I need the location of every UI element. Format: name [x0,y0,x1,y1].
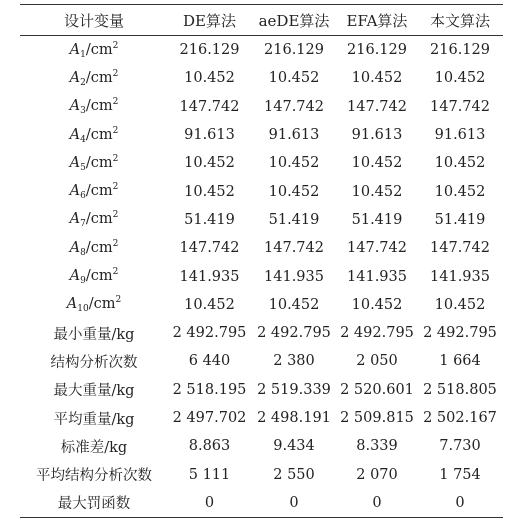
cell-value: 10.452 [184,183,235,200]
cell-value: 0 [455,494,465,511]
cell-value: 2 520.601 [340,381,414,398]
cell-value: 7.730 [439,438,481,455]
cell-value: 2 492.795 [257,325,331,342]
cell-value: 1 754 [439,466,481,483]
cell-value: 51.419 [184,211,235,228]
variable-subscript: 8 [80,247,86,258]
row-label: 结构分析次数 [50,354,138,371]
cell-value: 51.419 [351,211,403,228]
unit-exponent: 2 [112,125,119,136]
cell-value: 10.452 [351,155,403,172]
cell-value: 141.935 [347,268,407,285]
cell-value: 91.613 [184,127,235,144]
row-label [20,262,168,290]
variable-unit: /cm [85,183,113,200]
table-row [20,432,503,460]
cell-value: 10.452 [351,70,403,87]
variable-symbol: A [69,69,81,86]
header-de-algorithm: DE算法 [183,11,236,30]
unit-exponent: 2 [112,267,119,278]
cell-value: 2 550 [273,466,315,483]
cell-value: 147.742 [179,240,240,257]
variable-unit: /cm [85,268,113,285]
unit-exponent: 2 [112,210,119,221]
table-row [20,376,503,404]
variable-unit: /cm [85,98,113,115]
variable-subscript: 4 [80,134,86,145]
cell-value: 10.452 [268,183,320,200]
cell-value: 10.452 [268,70,320,87]
unit-exponent: 2 [112,40,119,51]
cell-value: 2 509.815 [340,410,414,426]
cell-value: 91.613 [268,127,320,144]
cell-value: 0 [372,494,382,511]
variable-subscript: 3 [80,106,86,117]
cell-value: 0 [204,494,215,511]
table-header [20,5,503,36]
variable-symbol: A [66,296,78,313]
unit-exponent: 2 [112,153,119,164]
cell-value: 2 380 [273,353,315,370]
variable-unit: /cm [85,41,113,58]
cell-value: 216.129 [430,42,490,59]
header-design-variable: 设计变量 [63,11,124,30]
table-row [20,319,503,347]
cell-value: 147.742 [347,98,407,115]
table-body [20,36,503,518]
table-row [20,64,503,92]
table-row [20,291,503,319]
variable-symbol: A [69,41,81,58]
cell-value: 10.452 [351,183,403,200]
row-label [20,64,168,92]
cell-value: 0 [289,494,299,511]
cell-value: 10.452 [268,155,320,172]
cell-value: 2 502.167 [423,410,497,426]
cell-value: 6 440 [188,353,231,370]
variable-subscript: 2 [80,77,86,88]
row-label: 平均重量/kg [53,411,135,428]
row-label [20,206,168,234]
cell-value: 216.129 [264,42,324,59]
cell-value: 5 111 [188,466,231,483]
variable-subscript: 6 [80,191,86,202]
cell-value: 9.434 [273,438,315,455]
cell-value: 8.863 [188,438,231,455]
table-row [20,121,503,149]
variable-symbol: A [69,268,81,285]
cell-value: 10.452 [351,296,403,313]
row-label: 平均结构分析次数 [36,468,152,485]
variable-subscript: 1 [80,49,86,60]
table-row [20,177,503,205]
cell-value: 2 492.795 [423,325,497,342]
cell-value: 10.452 [434,155,486,172]
cell-value: 141.935 [430,268,490,285]
variable-unit: /cm [85,211,113,228]
unit-exponent: 2 [112,97,119,108]
row-label [20,149,168,177]
unit-exponent: 2 [112,68,119,79]
table-row [20,149,503,177]
unit-exponent: 2 [115,295,122,306]
table-row [20,262,503,290]
row-label: 最小重量/kg [53,326,135,343]
table-row [20,404,503,432]
header-proposed-algorithm: 本文算法 [429,11,490,30]
table-row [20,36,503,65]
row-label [20,93,168,121]
cell-value: 8.339 [356,438,398,455]
cell-value: 147.742 [430,240,490,257]
variable-symbol: A [69,211,81,228]
cell-value: 2 070 [356,466,398,483]
unit-exponent: 2 [112,238,119,249]
cell-value: 51.419 [434,211,486,228]
results-table-container [20,4,503,518]
variable-unit: /cm [85,69,113,86]
row-label [20,234,168,262]
cell-value: 147.742 [179,98,240,115]
variable-subscript: 9 [80,276,86,287]
cell-value: 10.452 [434,296,486,313]
cell-value: 147.742 [264,98,324,115]
cell-value: 10.452 [184,155,235,172]
cell-value: 10.452 [184,296,235,313]
cell-value: 10.452 [434,183,486,200]
header-row [20,5,503,36]
cell-value: 2 518.805 [423,381,497,398]
cell-value: 216.129 [347,42,407,59]
table-row [20,489,503,518]
cell-value: 141.935 [264,268,324,285]
variable-unit: /cm [88,296,116,313]
row-label [20,177,168,205]
cell-value: 51.419 [268,211,320,228]
results-table [20,4,503,518]
variable-symbol: A [69,98,81,115]
cell-value: 147.742 [347,240,407,257]
table-row [20,206,503,234]
cell-value: 91.613 [434,127,486,144]
variable-symbol: A [69,239,81,256]
unit-exponent: 2 [112,182,119,193]
variable-unit: /cm [85,239,113,256]
table-row [20,460,503,488]
row-label: 最大重量/kg [53,383,135,400]
row-label [20,121,168,149]
cell-value: 2 519.339 [257,381,331,398]
cell-value: 216.129 [179,42,240,59]
cell-value: 1 664 [439,353,481,370]
cell-value: 2 492.795 [172,325,247,342]
cell-value: 10.452 [268,296,320,313]
cell-value: 141.935 [179,268,240,285]
variable-unit: /cm [85,126,113,143]
header-aede-algorithm: aeDE算法 [258,11,330,30]
variable-symbol: A [69,126,81,143]
cell-value: 91.613 [351,127,403,144]
variable-subscript: 7 [80,219,86,230]
row-label: 标准差/kg [60,439,128,456]
cell-value: 2 050 [356,353,398,370]
table-row [20,234,503,262]
table-row [20,347,503,375]
cell-value: 10.452 [434,70,486,87]
cell-value: 2 518.195 [172,381,247,398]
header-efa-algorithm: EFA算法 [346,11,408,30]
cell-value: 147.742 [430,98,490,115]
variable-symbol: A [69,154,81,171]
cell-value: 147.742 [264,240,324,257]
row-label [20,291,168,319]
cell-value: 2 492.795 [340,325,414,342]
row-label [20,36,168,65]
variable-subscript: 5 [80,162,86,173]
table-row [20,93,503,121]
cell-value: 2 498.191 [257,410,331,426]
row-label: 最大罚函数 [57,496,131,513]
cell-value: 10.452 [184,70,235,87]
variable-symbol: A [69,183,81,200]
variable-subscript: 10 [77,304,89,315]
cell-value: 2 497.702 [172,410,247,426]
variable-unit: /cm [85,154,113,171]
